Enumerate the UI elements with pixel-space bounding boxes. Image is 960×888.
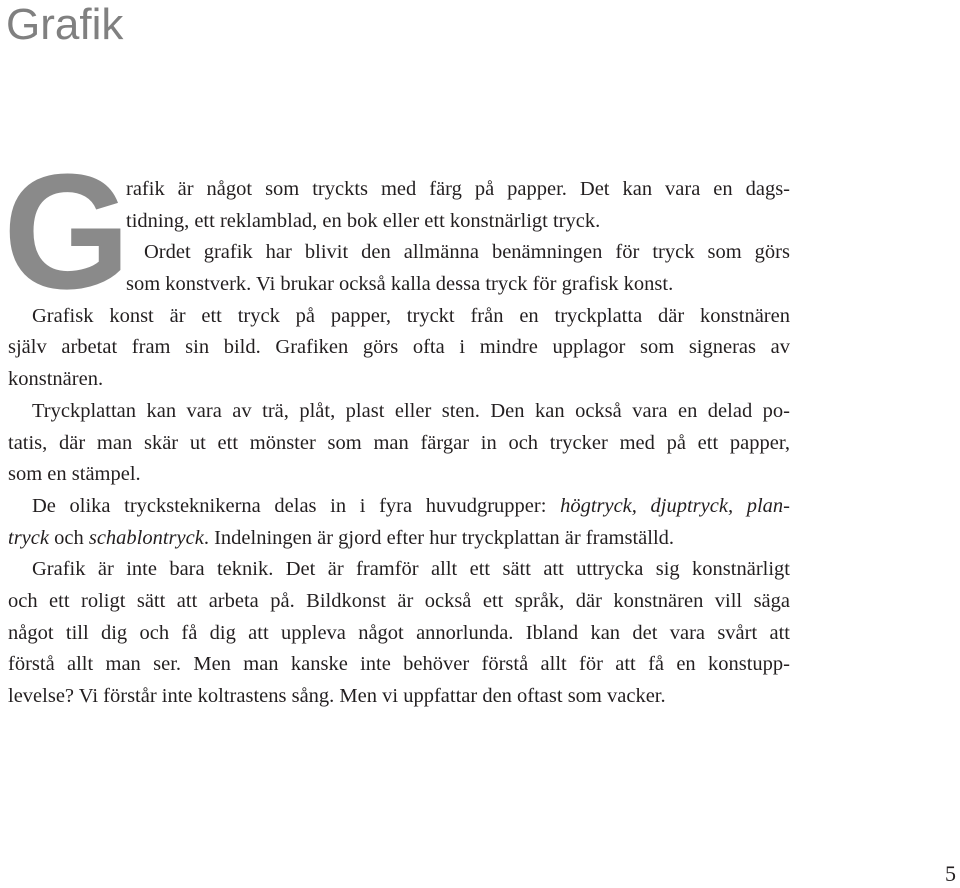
page-title: Grafik xyxy=(6,0,124,49)
text-line: som konstverk. Vi brukar också kalla dessa tryck för grafisk konst. xyxy=(126,273,674,296)
text-line: Grafik är inte bara teknik. Det är framför allt ett sätt att uttrycka sig konstnärligt xyxy=(32,558,790,581)
text-line xyxy=(8,523,790,555)
text-line: rafik är något som tryckts med färg på papper. Det kan vara en dags- xyxy=(126,178,790,200)
text-line: och ett roligt sätt att arbeta på. Bildkonst är också ett språk, där konstnären vill säga xyxy=(8,589,790,612)
text-segment: De olika trycksteknikerna delas in i fyra huvudgrupper: xyxy=(32,494,561,517)
emphasis: högtryck, djuptryck, plan- xyxy=(560,494,790,517)
text-line: tidning, ett reklamblad, en bok eller ett konstnärligt tryck. xyxy=(126,209,601,232)
text-segment: och xyxy=(48,526,89,549)
text-line: förstå allt man ser. Men man kanske inte behöver förstå allt för att få en konstupp- xyxy=(8,653,790,676)
text-line: Ordet grafik har blivit den allmänna benämningen för tryck som görs xyxy=(144,241,790,264)
text-line: något till dig och få dig att uppleva något annorlunda. Ibland kan det vara svårt att xyxy=(8,621,790,644)
text-line: konstnären. xyxy=(8,368,104,391)
text-line: Grafisk konst är ett tryck på papper, tryckt från en tryckplatta där konstnären xyxy=(32,304,790,327)
text-line: själv arbetat fram sin bild. Grafiken görs ofta i mindre upplagor som signeras av xyxy=(8,336,790,359)
text-line xyxy=(8,491,790,523)
page-number: 5 xyxy=(945,861,956,886)
drop-cap: G xyxy=(3,140,131,323)
text-line: levelse? Vi förstår inte koltrastens sång. Men vi uppfattar den oftast som vacker. xyxy=(8,685,666,707)
article-body xyxy=(8,174,790,713)
text-line: som en stämpel. xyxy=(8,463,141,486)
emphasis: schablontryck xyxy=(88,526,204,549)
text-segment: . Indelningen är gjord efter hur tryckplattan är framställd. xyxy=(203,526,675,549)
emphasis: tryck xyxy=(8,526,49,549)
text-line: tatis, där man skär ut ett mönster som man färgar in och trycker med på ett papper, xyxy=(8,431,790,454)
text-line: Tryckplattan kan vara av trä, plåt, plast eller sten. Den kan också vara en delad po- xyxy=(32,399,790,422)
